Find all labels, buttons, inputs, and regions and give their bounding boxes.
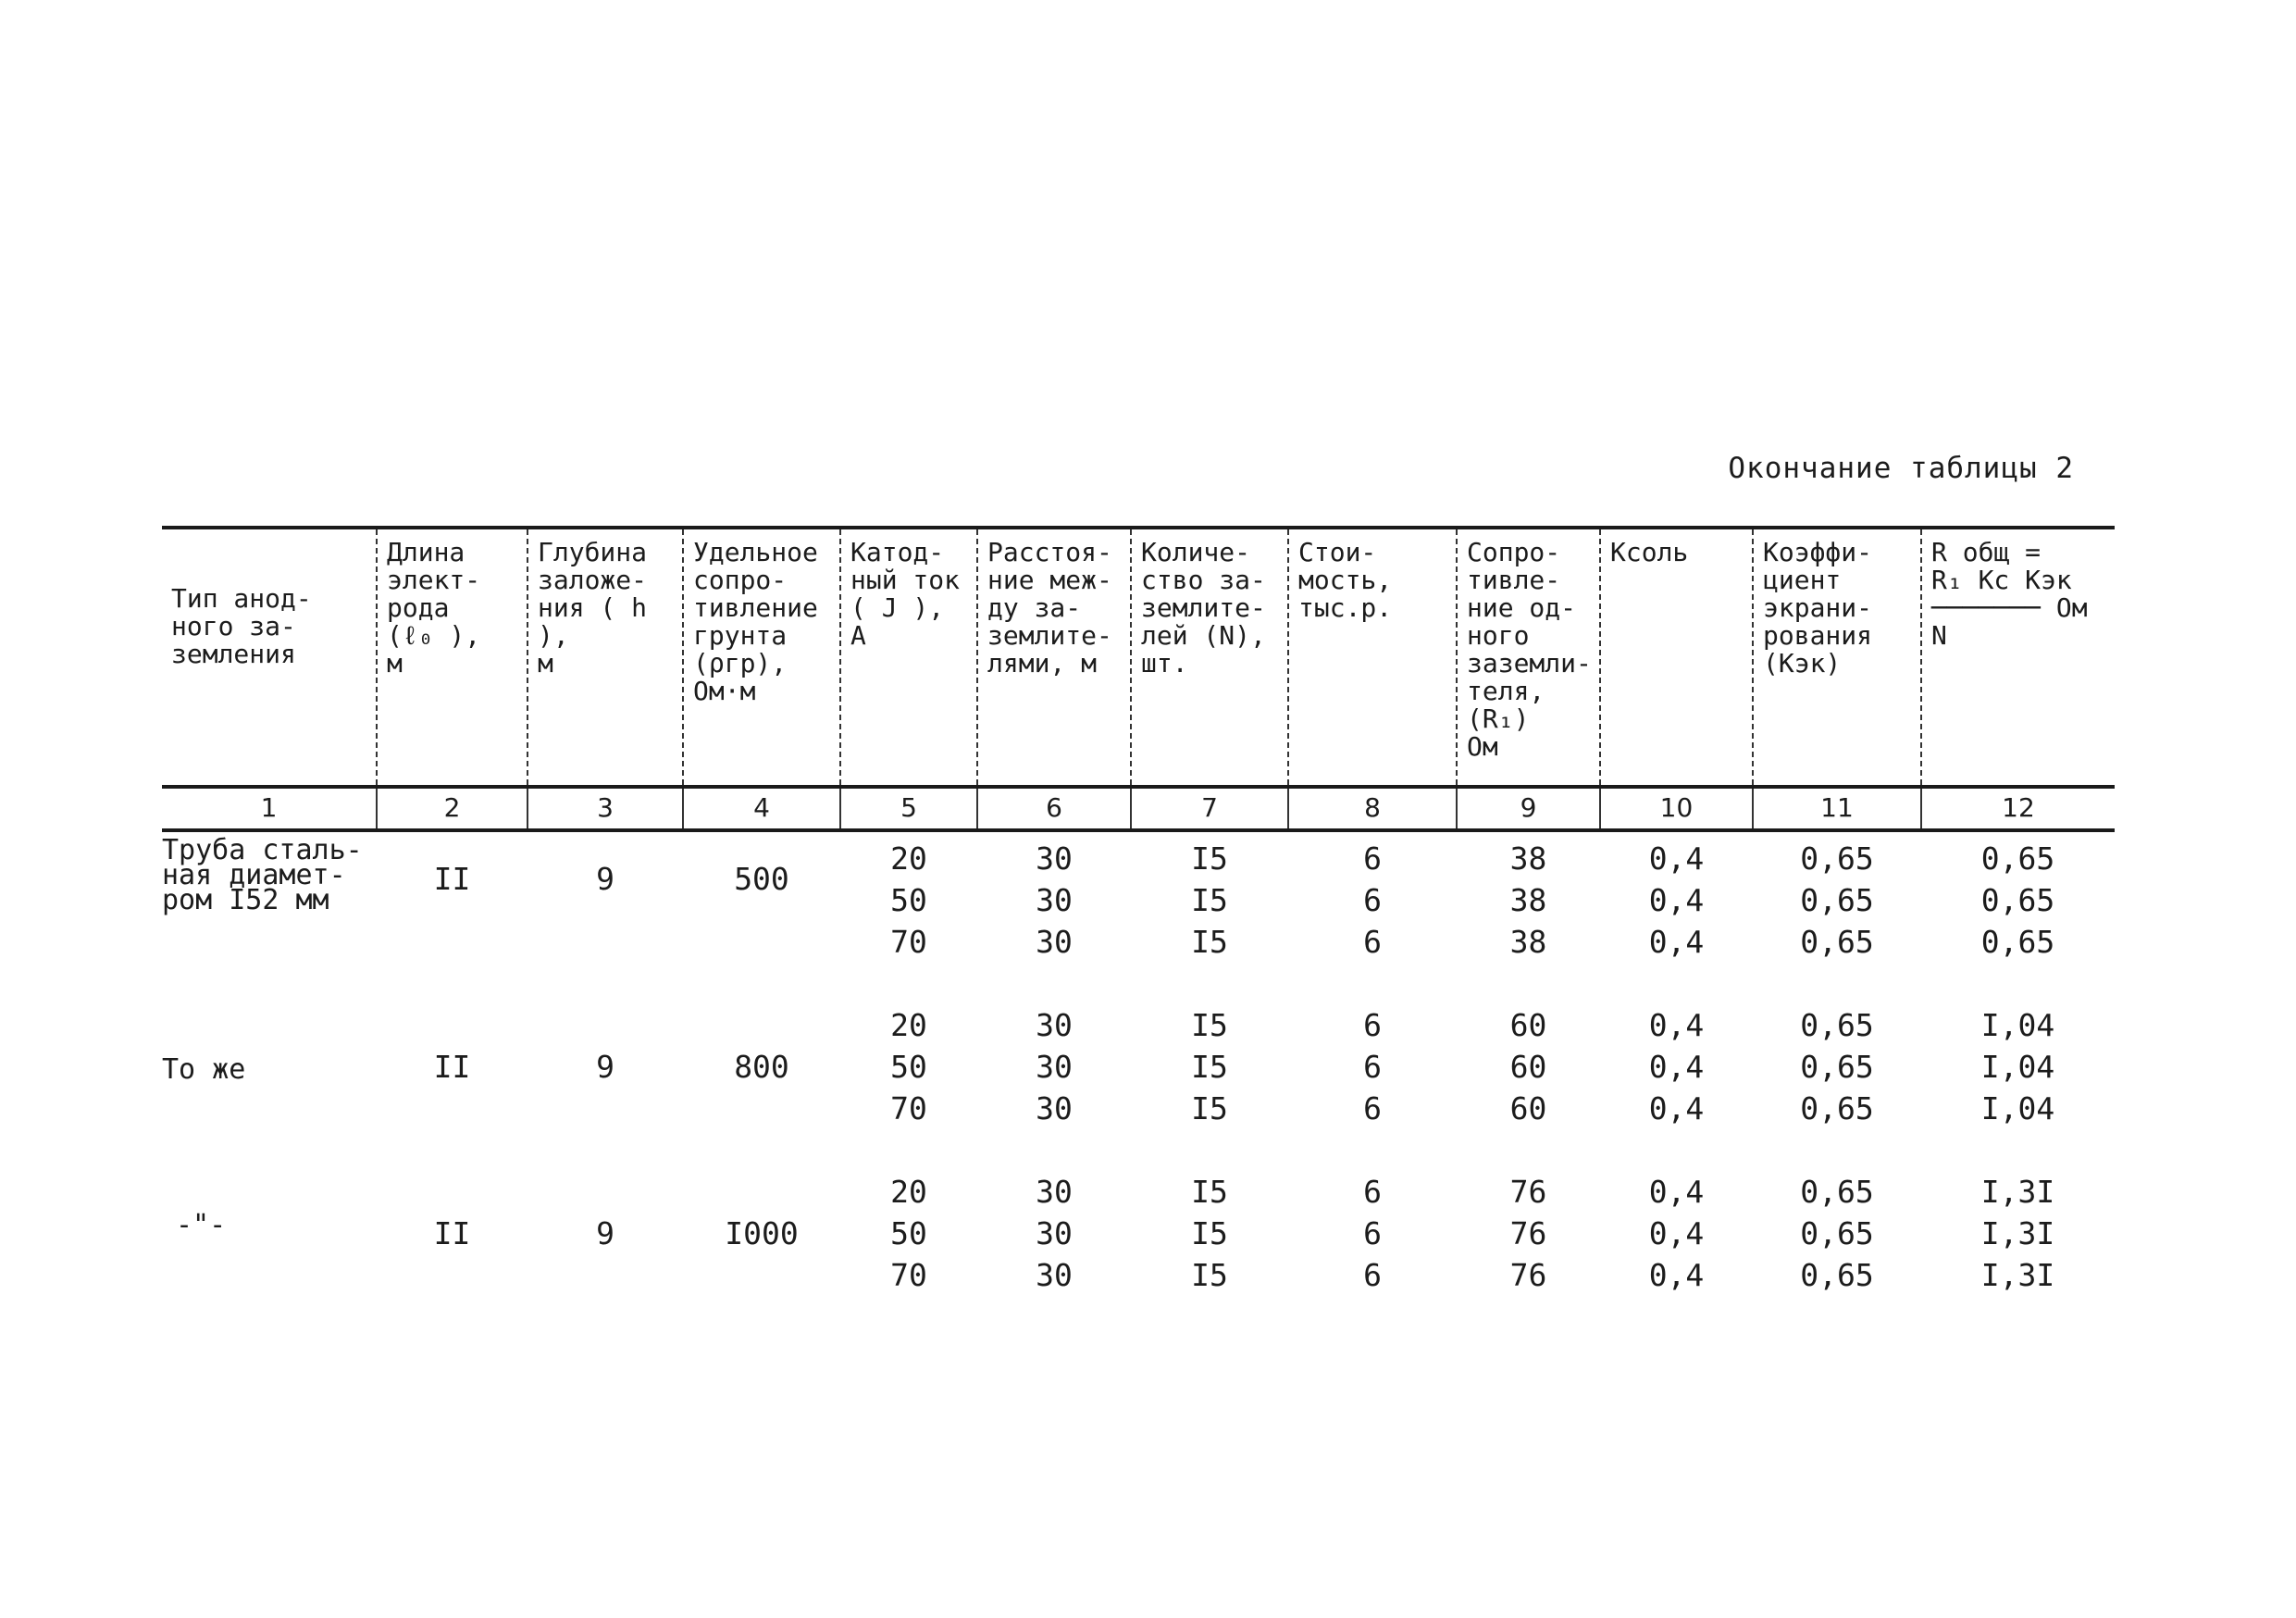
total-resistance-values-cell xyxy=(1921,1004,2115,1171)
list-item: 50 xyxy=(890,1215,927,1251)
list-item: 6 xyxy=(1363,1049,1382,1085)
list-item: I5 xyxy=(1191,1174,1228,1210)
distance-values xyxy=(977,838,1131,963)
column-number: 6 xyxy=(977,787,1131,830)
total-resistance-values xyxy=(1921,1171,2115,1296)
list-item: 50 xyxy=(890,882,927,918)
cost-values xyxy=(1288,1171,1457,1296)
list-item: 60 xyxy=(1509,1090,1547,1126)
distance-values-cell xyxy=(977,1004,1131,1171)
total-resistance-values xyxy=(1921,838,2115,963)
list-item: 0,4 xyxy=(1648,882,1705,918)
anode-type-label: Труба сталь- ная диамет- ром I52 мм xyxy=(162,834,363,916)
column-number: 3 xyxy=(527,787,683,830)
list-item: 30 xyxy=(1036,924,1073,960)
list-item: 0,4 xyxy=(1648,1215,1705,1251)
single-resistance-values-cell xyxy=(1457,1004,1600,1171)
list-item: 60 xyxy=(1509,1007,1547,1043)
list-item: 0,65 xyxy=(1800,840,1874,877)
resistivity-value: I000 xyxy=(725,1215,799,1251)
cathodic-current-values xyxy=(840,1171,977,1296)
cost-values-cell xyxy=(1288,830,1457,1004)
list-item: 0,65 xyxy=(1980,924,2055,960)
column-number: 7 xyxy=(1131,787,1288,830)
single-resistance-values xyxy=(1457,1004,1600,1129)
ksol-values-cell xyxy=(1600,1004,1753,1171)
list-item: 38 xyxy=(1509,882,1547,918)
table-row xyxy=(162,1171,2115,1338)
data-table xyxy=(162,526,2115,1338)
header-distance: Расстоя- ние меж- ду за- землите- лями, м xyxy=(977,528,1131,787)
list-item: 6 xyxy=(1363,840,1382,877)
screening-coefficient-values-cell xyxy=(1753,830,1921,1004)
column-number: 8 xyxy=(1288,787,1457,830)
total-resistance-values-cell xyxy=(1921,830,2115,1004)
list-item: 6 xyxy=(1363,1215,1382,1251)
list-item: 70 xyxy=(890,924,927,960)
electrode-length-value: II xyxy=(433,1049,471,1085)
distance-values xyxy=(977,1004,1131,1129)
list-item: I,3I xyxy=(1980,1174,2055,1210)
list-item: 30 xyxy=(1036,1257,1073,1293)
list-item: 38 xyxy=(1509,924,1547,960)
table-caption: Окончание таблицы 2 xyxy=(1728,452,2074,485)
single-resistance-values xyxy=(1457,838,1600,963)
list-item: 0,65 xyxy=(1800,882,1874,918)
list-item: 0,65 xyxy=(1800,1090,1874,1126)
list-item: 30 xyxy=(1036,1215,1073,1251)
screening-coefficient-values xyxy=(1753,1004,1921,1129)
list-item: 20 xyxy=(890,840,927,877)
count-values xyxy=(1131,1171,1288,1296)
resistivity-value-cell xyxy=(683,830,840,1004)
list-item: 30 xyxy=(1036,1049,1073,1085)
table-row xyxy=(162,830,2115,1004)
list-item: 0,4 xyxy=(1648,1007,1705,1043)
depth-value-cell xyxy=(527,1171,683,1338)
list-item: 6 xyxy=(1363,1257,1382,1293)
column-number: 10 xyxy=(1600,787,1753,830)
header-depth: Глубина заложе- ния ( h ), м xyxy=(527,528,683,787)
ksol-values xyxy=(1600,1004,1753,1129)
header-total-resistance: R общ = R₁ Kс Kэк ─────── Ом N xyxy=(1921,528,2115,787)
list-item: 6 xyxy=(1363,1090,1382,1126)
list-item: 70 xyxy=(890,1257,927,1293)
cost-values xyxy=(1288,838,1457,963)
list-item: I5 xyxy=(1191,1215,1228,1251)
cathodic-current-values-cell xyxy=(840,1171,977,1338)
list-item: I5 xyxy=(1191,1257,1228,1293)
resistivity-value: 800 xyxy=(734,1049,789,1085)
electrode-length-value: II xyxy=(433,1215,471,1251)
column-number: 5 xyxy=(840,787,977,830)
column-number: 1 xyxy=(260,792,278,823)
header-cost: Стои- мость, тыс.р. xyxy=(1288,528,1457,787)
list-item: 30 xyxy=(1036,1007,1073,1043)
header-single-resistance: Сопро- тивле- ние од- ного заземли- теля,(R₁) Ом xyxy=(1457,528,1600,787)
header-ksol: Ксоль xyxy=(1600,528,1753,787)
single-resistance-values xyxy=(1457,1171,1600,1296)
list-item: 6 xyxy=(1363,1174,1382,1210)
list-item: 76 xyxy=(1509,1215,1547,1251)
list-item: 38 xyxy=(1509,840,1547,877)
list-item: I,04 xyxy=(1980,1007,2055,1043)
list-item: 0,65 xyxy=(1980,882,2055,918)
single-resistance-values-cell xyxy=(1457,830,1600,1004)
count-values-cell xyxy=(1131,830,1288,1004)
list-item: 60 xyxy=(1509,1049,1547,1085)
list-item: 50 xyxy=(890,1049,927,1085)
list-item: I5 xyxy=(1191,1007,1228,1043)
list-item: I5 xyxy=(1191,840,1228,877)
anode-type-cell xyxy=(162,1004,377,1171)
screening-coefficient-values xyxy=(1753,838,1921,963)
list-item: 70 xyxy=(890,1090,927,1126)
header-screening-coefficient: Коэффи- циент экрани- рования (Кэк) xyxy=(1753,528,1921,787)
total-resistance-values-cell xyxy=(1921,1171,2115,1338)
list-item: 6 xyxy=(1363,924,1382,960)
list-item: I5 xyxy=(1191,924,1228,960)
header-resistivity: Удельное сопро- тивление грунта (ρгр), Ом·м xyxy=(683,528,840,787)
list-item: 30 xyxy=(1036,882,1073,918)
electrode-length-value-cell xyxy=(377,1171,527,1338)
anode-type-label: То же xyxy=(162,1053,246,1086)
cathodic-current-values xyxy=(840,838,977,963)
list-item: 76 xyxy=(1509,1257,1547,1293)
table-body xyxy=(162,830,2115,1338)
anode-type-cell xyxy=(162,1171,377,1338)
cost-values-cell xyxy=(1288,1171,1457,1338)
cathodic-current-values-cell xyxy=(840,1004,977,1171)
list-item: I,3I xyxy=(1980,1257,2055,1293)
ksol-values-cell xyxy=(1600,830,1753,1004)
count-values-cell xyxy=(1131,1004,1288,1171)
list-item: 30 xyxy=(1036,1090,1073,1126)
distance-values-cell xyxy=(977,830,1131,1004)
depth-value: 9 xyxy=(596,861,614,897)
anode-type-cell xyxy=(162,830,377,1004)
screening-coefficient-values-cell xyxy=(1753,1171,1921,1338)
list-item: I,04 xyxy=(1980,1090,2055,1126)
list-item: 0,65 xyxy=(1800,1007,1874,1043)
count-values xyxy=(1131,1004,1288,1129)
list-item: I5 xyxy=(1191,882,1228,918)
header-electrode-length: Длина элект- рода (ℓ₀ ), м xyxy=(377,528,527,787)
list-item: 0,65 xyxy=(1800,1049,1874,1085)
cost-values xyxy=(1288,1004,1457,1129)
list-item: 0,4 xyxy=(1648,840,1705,877)
column-number-row xyxy=(162,787,2115,830)
screening-coefficient-values-cell xyxy=(1753,1004,1921,1171)
distance-values xyxy=(977,1171,1131,1296)
table-row xyxy=(162,1004,2115,1171)
total-resistance-values xyxy=(1921,1004,2115,1129)
list-item: 30 xyxy=(1036,840,1073,877)
list-item: 0,65 xyxy=(1980,840,2055,877)
electrode-length-value-cell xyxy=(377,830,527,1004)
cathodic-current-values xyxy=(840,1004,977,1129)
list-item: 0,4 xyxy=(1648,1174,1705,1210)
header-row xyxy=(162,528,2115,787)
depth-value: 9 xyxy=(596,1049,614,1085)
list-item: 6 xyxy=(1363,1007,1382,1043)
cost-values-cell xyxy=(1288,1004,1457,1171)
depth-value-cell xyxy=(527,1004,683,1171)
depth-value: 9 xyxy=(596,1215,614,1251)
single-resistance-values-cell xyxy=(1457,1171,1600,1338)
ksol-values xyxy=(1600,838,1753,963)
list-item: 0,4 xyxy=(1648,1049,1705,1085)
resistivity-value-cell xyxy=(683,1004,840,1171)
cathodic-current-values-cell xyxy=(840,830,977,1004)
header-anode-type: Тип анод- ного за- земления xyxy=(171,583,312,669)
column-number: 9 xyxy=(1457,787,1600,830)
list-item: 0,4 xyxy=(1648,1257,1705,1293)
list-item: 0,65 xyxy=(1800,1174,1874,1210)
list-item: I5 xyxy=(1191,1049,1228,1085)
electrode-length-value-cell xyxy=(377,1004,527,1171)
list-item: 0,4 xyxy=(1648,1090,1705,1126)
column-number: 2 xyxy=(377,787,527,830)
electrode-length-value: II xyxy=(433,861,471,897)
resistivity-value: 500 xyxy=(734,861,789,897)
list-item: 6 xyxy=(1363,882,1382,918)
column-number: 4 xyxy=(683,787,840,830)
header-cathodic-current: Катод- ный ток ( J ), А xyxy=(840,528,977,787)
list-item: 20 xyxy=(890,1174,927,1210)
distance-values-cell xyxy=(977,1171,1131,1338)
count-values-cell xyxy=(1131,1171,1288,1338)
column-number: 12 xyxy=(1921,787,2115,830)
list-item: I,3I xyxy=(1980,1215,2055,1251)
anode-type-label: -"- xyxy=(176,1209,227,1241)
list-item: I,04 xyxy=(1980,1049,2055,1085)
header-count: Количе- ство за- землите- лей (N), шт. xyxy=(1131,528,1288,787)
list-item: 0,65 xyxy=(1800,924,1874,960)
count-values xyxy=(1131,838,1288,963)
list-item: 0,4 xyxy=(1648,924,1705,960)
list-item: 20 xyxy=(890,1007,927,1043)
ksol-values xyxy=(1600,1171,1753,1296)
list-item: 0,65 xyxy=(1800,1215,1874,1251)
list-item: 0,65 xyxy=(1800,1257,1874,1293)
list-item: 76 xyxy=(1509,1174,1547,1210)
screening-coefficient-values xyxy=(1753,1171,1921,1296)
column-number: 11 xyxy=(1753,787,1921,830)
ksol-values-cell xyxy=(1600,1171,1753,1338)
depth-value-cell xyxy=(527,830,683,1004)
resistivity-value-cell xyxy=(683,1171,840,1338)
list-item: 30 xyxy=(1036,1174,1073,1210)
list-item: I5 xyxy=(1191,1090,1228,1126)
